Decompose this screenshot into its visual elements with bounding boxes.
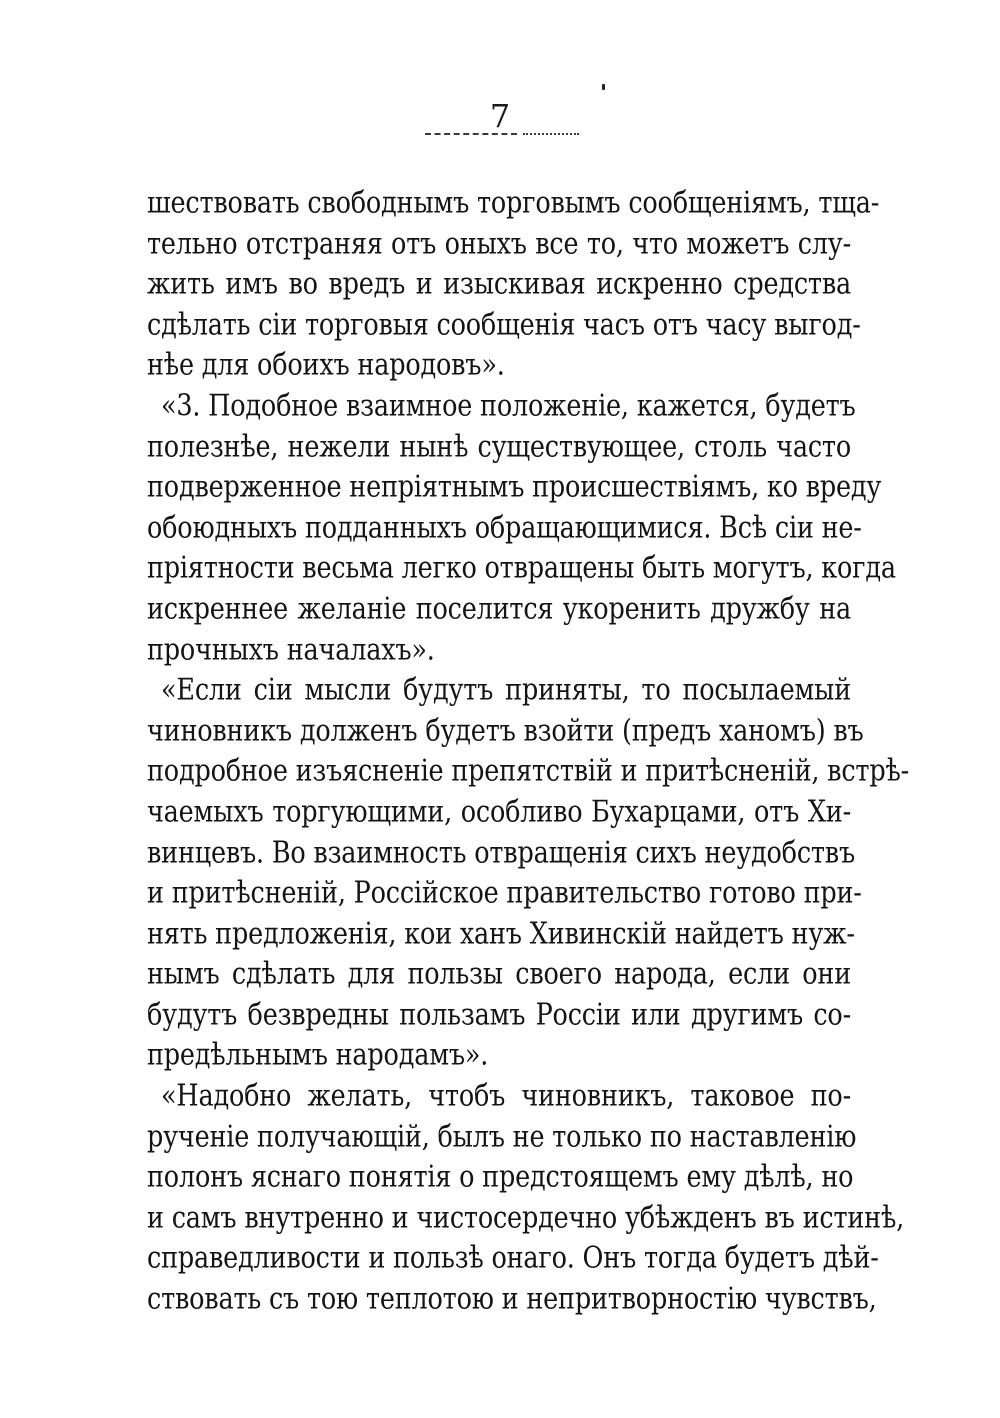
text-line: рученіе получающій, былъ не только по наставленію [147,1118,857,1155]
page-number: 7 [489,97,511,135]
text-line: справедливости и пользѣ онаго. Онъ тогда будетъ дѣй- [147,1240,879,1277]
text-line: будутъ безвредны пользамъ Россіи или другимъ со- [147,997,851,1033]
text-line: обоюдныхъ подданныхъ обращающимися. Всѣ сіи не- [147,509,862,546]
text-line: полезнѣе, нежели нынѣ существующее, столь часто [147,428,851,465]
text-line: и притѣсненій, Россійское правительство готово при- [147,875,862,911]
text-line: нѣе для обоихъ народовъ». [147,347,505,384]
text-line: прочныхъ началахъ». [147,631,435,668]
text-line: тельно отстраняя отъ оныхъ все то, что можетъ слу- [147,225,851,262]
text-line: «3. Подобное взаимное положеніе, кажется, будетъ [161,388,856,424]
text-line: шествовать свободнымъ торговымъ сообщеніямъ, тща- [147,185,880,221]
text-line: нымъ сдѣлать для пользы своего народа, если они [147,956,851,992]
body-text [147,183,910,1320]
text-line: «Если сіи мысли будутъ приняты, то посылаемый [161,672,851,708]
text-line: пріятности весьма легко отвращены быть могутъ, когда [147,550,896,586]
text-line: подробное изъясненіе препятствій и притѣсненій, встрѣ- [147,753,910,789]
text-line: «Надобно желать, чтобъ чиновникъ, таковое по- [161,1078,851,1114]
header-rule-right [523,133,579,135]
text-line: чаемыхъ торгующими, особливо Бухарцами, отъ Хи- [147,794,851,830]
text-line: предѣльнымъ народамъ». [147,1037,489,1074]
text-line: нять предложенія, кои ханъ Хивинскій найдетъ нуж- [147,915,855,952]
text-line: полонъ яснаго понятія о предстоящемъ ему дѣлѣ, но [147,1159,854,1195]
header-rule-left [425,133,517,135]
text-line: винцевъ. Во взаимность отвращенія сихъ неудобствъ [147,834,855,871]
text-line: чиновникъ долженъ будетъ взойти (предъ ханомъ) въ [147,712,864,749]
text-line: подверженное непріятнымъ происшествіямъ, ко вреду [147,469,882,505]
print-speck [602,84,605,90]
text-line: и самъ внутренно и чистосердечно убѣжденъ въ истинѣ, [147,1200,905,1236]
text-line: жить имъ во вредъ и изыскивая искренно средства [147,266,851,302]
text-line: искреннее желаніе поселится укоренить дружбу на [147,591,851,627]
text-line: ствовать съ тою теплотою и непритворностію чувствъ, [147,1281,877,1317]
text-line: сдѣлать сіи торговыя сообщенія часъ отъ часу выгод- [147,307,861,343]
